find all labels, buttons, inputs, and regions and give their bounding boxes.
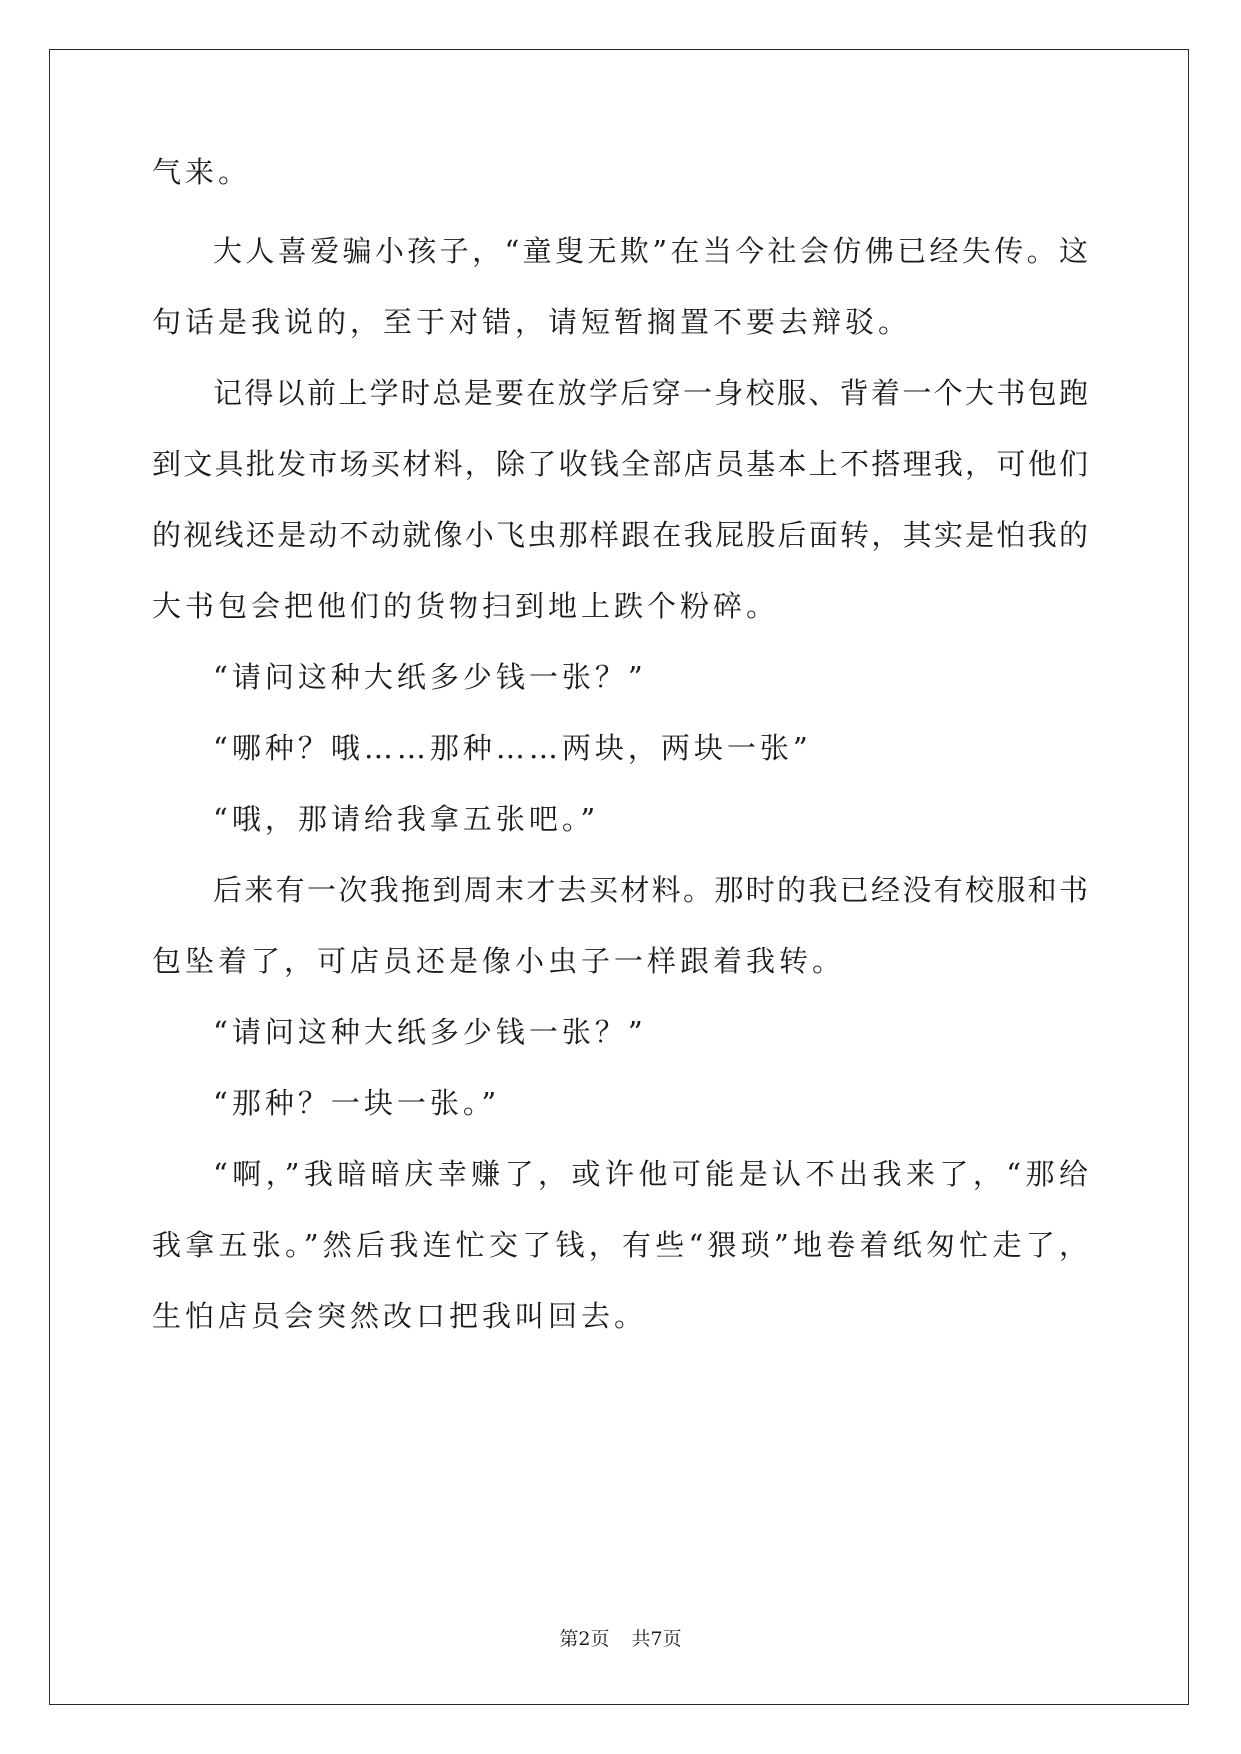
paragraph-line: 后来有一次我拖到周末才去买材料。那时的我已经没有校服和书 (213, 873, 1088, 907)
text-line: 生怕店员会突然改口把我叫回去。 (152, 1299, 648, 1333)
paragraph-line: 记得以前上学时总是要在放学后穿一身校服、背着一个大书包跑 (213, 376, 1088, 410)
dialogue-line: “哪种？哦……那种……两块，两块一张” (213, 731, 812, 765)
dialogue-line: “请问这种大纸多少钱一张？” (213, 1015, 647, 1049)
page-total: 共7页 (631, 1628, 682, 1650)
paragraph-line: 大人喜爱骗小孩子，“童叟无欺”在当今社会仿佛已经失传。这 (213, 234, 1088, 268)
page-footer (0, 1627, 1241, 1651)
dialogue-line: “哦，那请给我拿五张吧。” (213, 802, 600, 836)
text-line: 到文具批发市场买材料，除了收钱全部店员基本上不搭理我，可他们 (152, 447, 1088, 481)
text-line: 气来。 (152, 155, 252, 189)
text-line: 包坠着了，可店员还是像小虫子一样跟着我转。 (152, 944, 846, 978)
paragraph-line: “啊，”我暗暗庆幸赚了，或许他可能是认不出我来了，“那给 (213, 1157, 1088, 1191)
page-number: 第2页 (559, 1628, 610, 1650)
dialogue-line: “请问这种大纸多少钱一张？” (213, 660, 647, 694)
text-line: 句话是我说的，至于对错，请短暂搁置不要去辩驳。 (152, 305, 912, 339)
dialogue-line: “那种？一块一张。” (213, 1086, 501, 1120)
text-line: 大书包会把他们的货物扫到地上跌个粉碎。 (152, 589, 780, 623)
text-line: 我拿五张。”然后我连忙交了钱，有些“猥琐”地卷着纸匆忙走了， (152, 1228, 1088, 1262)
text-line: 的视线还是动不动就像小飞虫那样跟在我屁股后面转，其实是怕我的 (152, 518, 1088, 552)
